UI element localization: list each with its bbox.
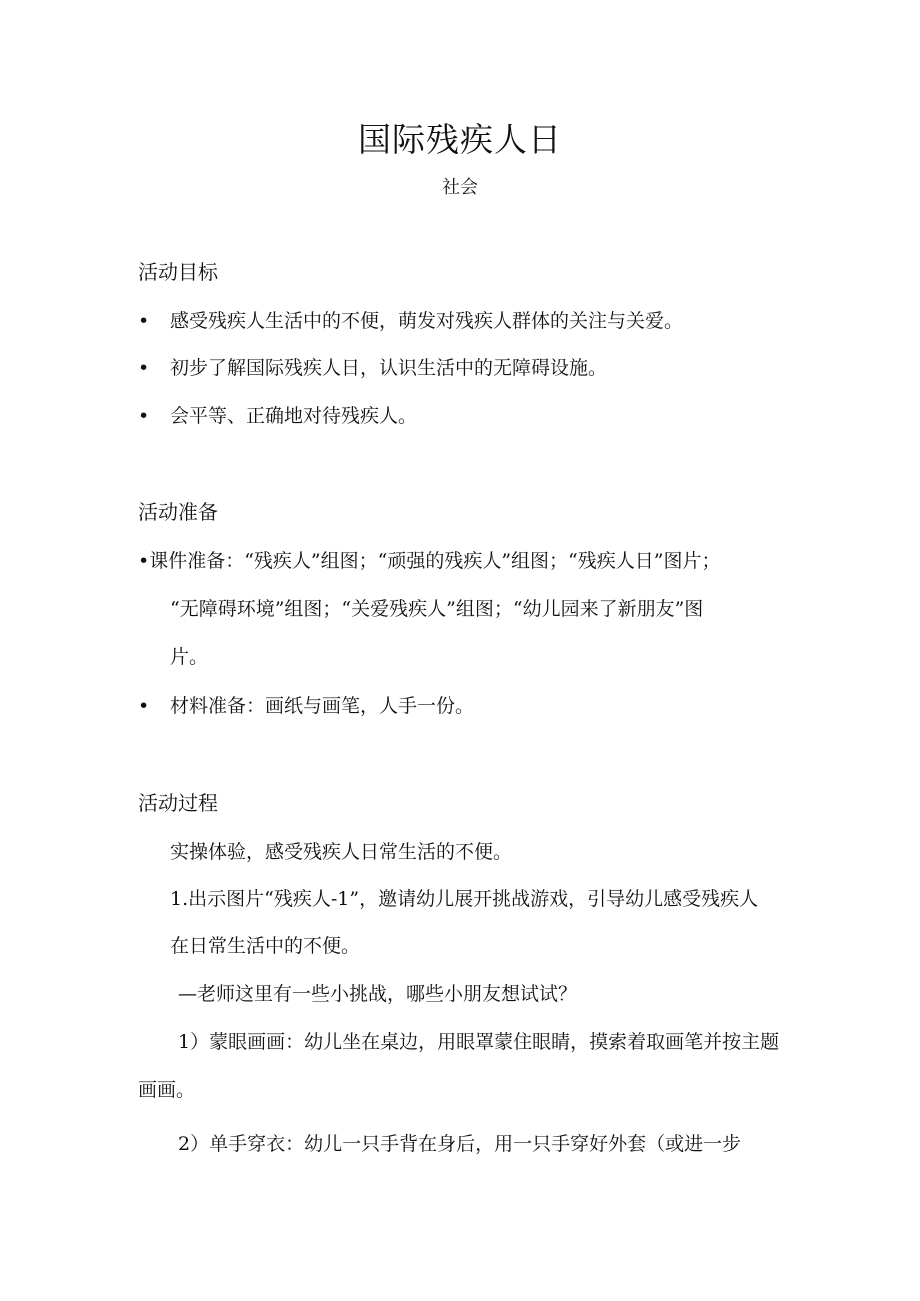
goal-bullet-3: • <box>138 405 150 427</box>
prep-material-bullet: • <box>138 695 150 717</box>
document-title: 国际残疾人日 <box>358 120 562 159</box>
process-step-1-line-1: 1.出示图片“残疾人-1”，邀请幼儿展开挑战游戏，引导幼儿感受残疾人 <box>170 888 759 910</box>
goal-bullet-1: • <box>138 310 150 332</box>
goal-item-3: 会平等、正确地对待残疾人。 <box>170 405 418 427</box>
process-sub-2-line-1: 2）单手穿衣：幼儿一只手背在身后，用一只手穿好外套（或进一步 <box>178 1133 742 1155</box>
goal-item-1: 感受残疾人生活中的不便，萌发对残疾人群体的关注与关爱。 <box>170 310 684 332</box>
process-step-1-line-2: 在日常生活中的不便。 <box>170 935 361 957</box>
prep-courseware-line-1: •课件准备：“残疾人”组图；“顽强的残疾人”组图；“残疾人日”图片； <box>138 550 721 572</box>
goal-item-2: 初步了解国际残疾人日，认识生活中的无障碍设施。 <box>170 357 608 379</box>
document-subtitle: 社会 <box>442 177 478 198</box>
prep-courseware-line-2: “无障碍环境”组图；“关爱残疾人”组图；“幼儿园来了新朋友”图 <box>170 598 704 620</box>
prep-heading: 活动准备 <box>138 500 218 524</box>
process-sub-1-line-1: 1）蒙眼画画：幼儿坐在桌边，用眼罩蒙住眼睛，摸索着取画笔并按主题 <box>178 1031 780 1053</box>
goals-heading: 活动目标 <box>138 260 218 284</box>
prep-courseware-line-3: 片。 <box>170 646 209 668</box>
process-teacher-question: —老师这里有一些小挑战，哪些小朋友想试试？ <box>178 983 578 1005</box>
prep-material: 材料准备：画纸与画笔，人手一份。 <box>170 695 475 717</box>
process-heading: 活动过程 <box>138 791 218 815</box>
goal-bullet-2: • <box>138 357 150 379</box>
process-sub-1-line-2: 画画。 <box>138 1079 196 1101</box>
process-intro: 实操体验，感受残疾人日常生活的不便。 <box>170 841 513 863</box>
